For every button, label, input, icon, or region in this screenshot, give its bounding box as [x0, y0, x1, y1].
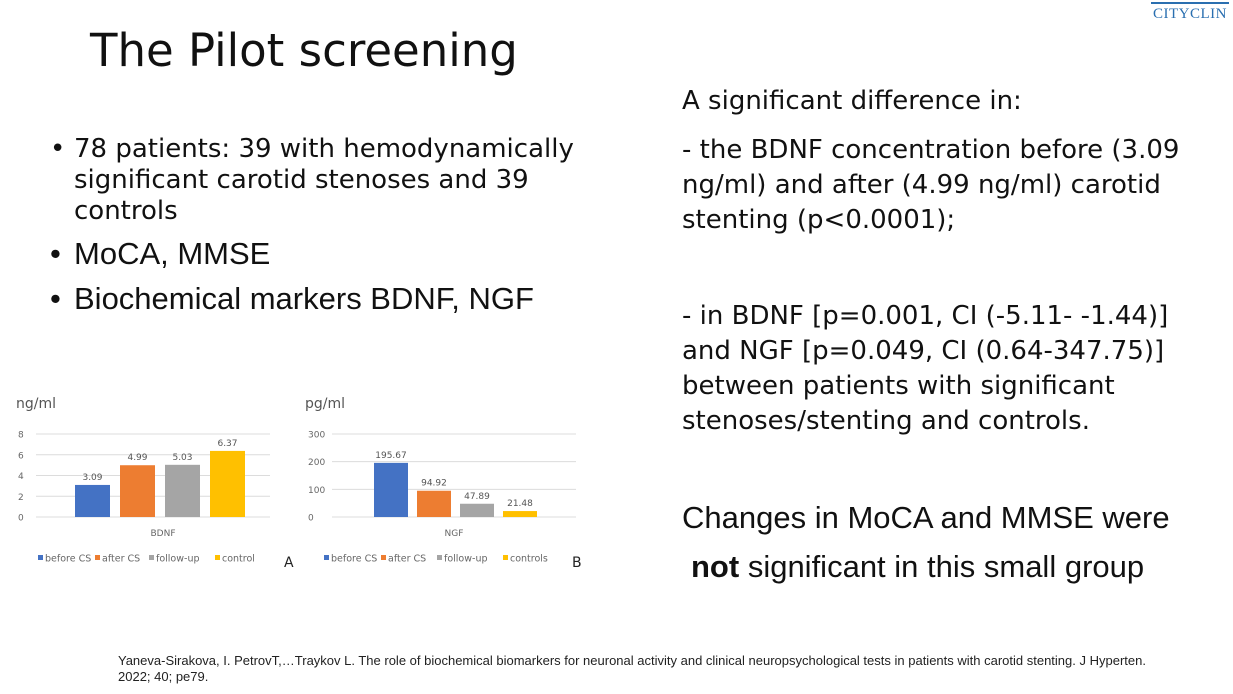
category-label: BDNF — [150, 529, 176, 539]
legend-swatch — [38, 555, 43, 560]
findings-heading: A significant difference in: — [682, 86, 1022, 116]
summary-line-1: Changes in MoCA and MMSE were — [682, 500, 1170, 535]
bdnf-chart — [10, 390, 310, 580]
legend-label: follow-up — [444, 553, 488, 565]
legend-label: after CS — [102, 553, 141, 565]
bullet-patients: • 78 patients: 39 with hemodynamically significant carotid stenoses and 39 controls — [48, 134, 588, 227]
bullet-markers: • Biochemical markers BDNF, NGF — [48, 281, 588, 317]
legend-swatch — [324, 555, 329, 560]
bar-follow-up — [165, 465, 200, 517]
bullet-list — [48, 134, 588, 326]
y-tick-label: 200 — [308, 458, 326, 469]
summary-bold-not: not — [691, 549, 740, 584]
legend-swatch — [503, 555, 508, 560]
summary-rest: significant in this small group — [739, 549, 1145, 584]
bullet-tests: • MoCA, MMSE — [48, 236, 588, 272]
y-tick-label: 2 — [18, 492, 24, 503]
data-label: 6.37 — [217, 438, 238, 449]
legend-swatch — [215, 555, 220, 560]
finding-bdnf-stenting: - the BDNF concentration before (3.09 ng/ml) and after (4.99 ng/ml) carotid stenting (p<0.0001); — [682, 135, 1180, 235]
data-label: 94.92 — [421, 478, 447, 489]
slide-title: The Pilot screening — [90, 24, 518, 77]
bar-after-CS — [120, 465, 155, 517]
legend-label: control — [222, 553, 255, 565]
legend-swatch — [437, 555, 442, 560]
legend-label: follow-up — [156, 553, 200, 565]
cityclin-logo — [1151, 2, 1229, 23]
data-label: 5.03 — [172, 452, 193, 463]
bar-follow-up — [460, 504, 494, 517]
y-tick-label: 4 — [18, 472, 24, 482]
logo-text: CITYCLIN — [1153, 6, 1227, 22]
y-tick-label: 6 — [18, 451, 24, 462]
y-tick-label: 0 — [308, 513, 314, 524]
data-label: 3.09 — [82, 472, 103, 483]
panel-letter: A — [284, 555, 294, 571]
data-label: 21.48 — [507, 499, 533, 510]
finding-bdnf-ngf-controls: - in BDNF [p=0.001, CI (-5.11- -1.44)] and NGF [p=0.049, CI (0.64-347.75)] between patients with significant stenoses/stenting and controls. — [682, 301, 1169, 436]
bar-before-CS — [75, 485, 110, 517]
y-unit-label: pg/ml — [305, 396, 346, 412]
moca-mmse-summary — [682, 493, 1227, 591]
data-label: 4.99 — [127, 453, 148, 464]
data-label: 47.89 — [464, 491, 490, 502]
y-tick-label: 100 — [308, 485, 326, 496]
bar-after-CS — [417, 491, 451, 517]
data-label: 195.67 — [375, 450, 407, 461]
citation-footnote: Yaneva-Sirakova, I. PetrovT,…Traykov L. The role of biochemical biomarkers for neuronal activity and clinical neuropsychological tests in patients with carotid stenting. J Hyperten. 2022; 40; pe79. — [118, 653, 1146, 684]
bar-controls — [503, 511, 537, 517]
legend-label: after CS — [388, 553, 427, 565]
legend-label: controls — [510, 553, 548, 565]
logo-rule — [1151, 2, 1229, 4]
legend-label: before CS — [45, 553, 92, 565]
y-tick-label: 0 — [18, 513, 24, 524]
panel-letter: B — [572, 555, 582, 571]
ngf-chart — [296, 390, 596, 580]
category-label: NGF — [444, 529, 464, 539]
y-unit-label: ng/ml — [16, 396, 57, 412]
bar-control — [210, 451, 245, 517]
bar-before-CS — [374, 463, 408, 517]
legend-label: before CS — [331, 553, 378, 565]
legend-swatch — [381, 555, 386, 560]
y-tick-label: 300 — [308, 430, 326, 441]
legend-swatch — [95, 555, 100, 560]
summary-line-2 — [682, 542, 1227, 591]
y-tick-label: 8 — [18, 430, 24, 441]
legend-swatch — [149, 555, 154, 560]
